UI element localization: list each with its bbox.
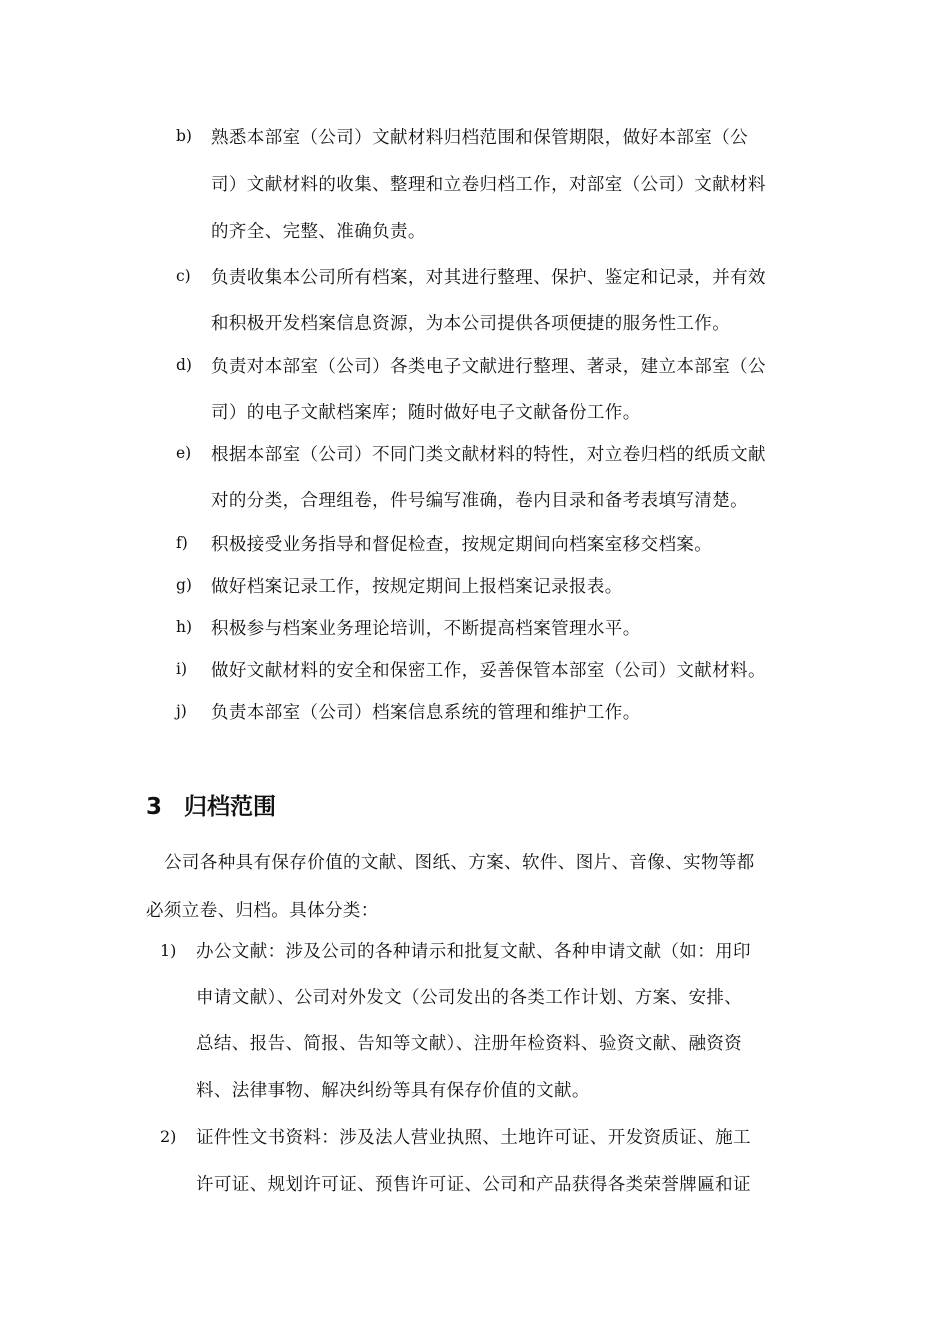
text-line: 必须立卷、归档。具体分类： (146, 901, 379, 921)
text-line: 积极参与档案业务理论培训，不断提高档案管理水平。 (211, 619, 641, 639)
text-line: 积极接受业务指导和督促检查，按规定期间向档案室移交档案。 (211, 535, 713, 555)
text-line: 做好档案记录工作，按规定期间上报档案记录报表。 (211, 577, 623, 597)
text-line: 的齐全、完整、准确负责。 (211, 222, 426, 242)
list-marker: e) (176, 444, 192, 462)
section-heading (146, 788, 276, 821)
list-marker: 1) (160, 941, 177, 960)
section-number: 3 (146, 794, 163, 820)
text-line: 公司各种具有保存价值的文献、图纸、方案、软件、图片、音像、实物等都 (164, 853, 755, 873)
text-line: 司）文献材料的收集、整理和立卷归档工作，对部室（公司）文献材料 (211, 175, 766, 195)
list-marker: j) (176, 702, 187, 720)
list-marker: g) (176, 576, 192, 594)
text-line: 做好文献材料的安全和保密工作，妥善保管本部室（公司）文献材料。 (211, 661, 766, 681)
list-marker: c) (176, 267, 191, 285)
list-marker: d) (176, 356, 192, 374)
list-marker: i) (176, 660, 188, 678)
text-line: 和积极开发档案信息资源，为本公司提供各项便捷的服务性工作。 (211, 314, 731, 334)
list-marker: h) (176, 618, 193, 636)
list-marker: f) (176, 534, 188, 552)
text-line: 司）的电子文献档案库；随时做好电子文献备份工作。 (211, 403, 641, 423)
text-line: 熟悉本部室（公司）文献材料归档范围和保管期限，做好本部室（公 (211, 128, 748, 148)
list-marker: 2) (160, 1127, 177, 1146)
text-line: 办公文献：涉及公司的各种请示和批复文献、各种申请文献（如：用印 (196, 942, 751, 962)
text-line: 负责收集本公司所有档案，对其进行整理、保护、鉴定和记录，并有效 (211, 268, 766, 288)
text-line: 许可证、规划许可证、预售许可证、公司和产品获得各类荣誉牌匾和证 (196, 1175, 751, 1195)
text-line: 证件性文书资料：涉及法人营业执照、土地许可证、开发资质证、施工 (196, 1128, 751, 1148)
section-title: 归档范围 (184, 794, 277, 820)
list-marker: b) (176, 127, 192, 145)
text-line: 料、法律事物、解决纠纷等具有保存价值的文献。 (196, 1081, 590, 1101)
text-line: 负责本部室（公司）档案信息系统的管理和维护工作。 (211, 703, 641, 723)
text-line: 负责对本部室（公司）各类电子文献进行整理、著录，建立本部室（公 (211, 357, 766, 377)
text-line: 总结、报告、简报、告知等文献）、注册年检资料、验资文献、融资资 (196, 1034, 743, 1054)
text-line: 根据本部室（公司）不同门类文献材料的特性，对立卷归档的纸质文献 (211, 445, 766, 465)
text-line: 申请文献）、公司对外发文（公司发出的各类工作计划、方案、安排、 (196, 988, 743, 1008)
text-line: 对的分类，合理组卷，件号编写准确，卷内目录和备考表填写清楚。 (211, 491, 748, 511)
